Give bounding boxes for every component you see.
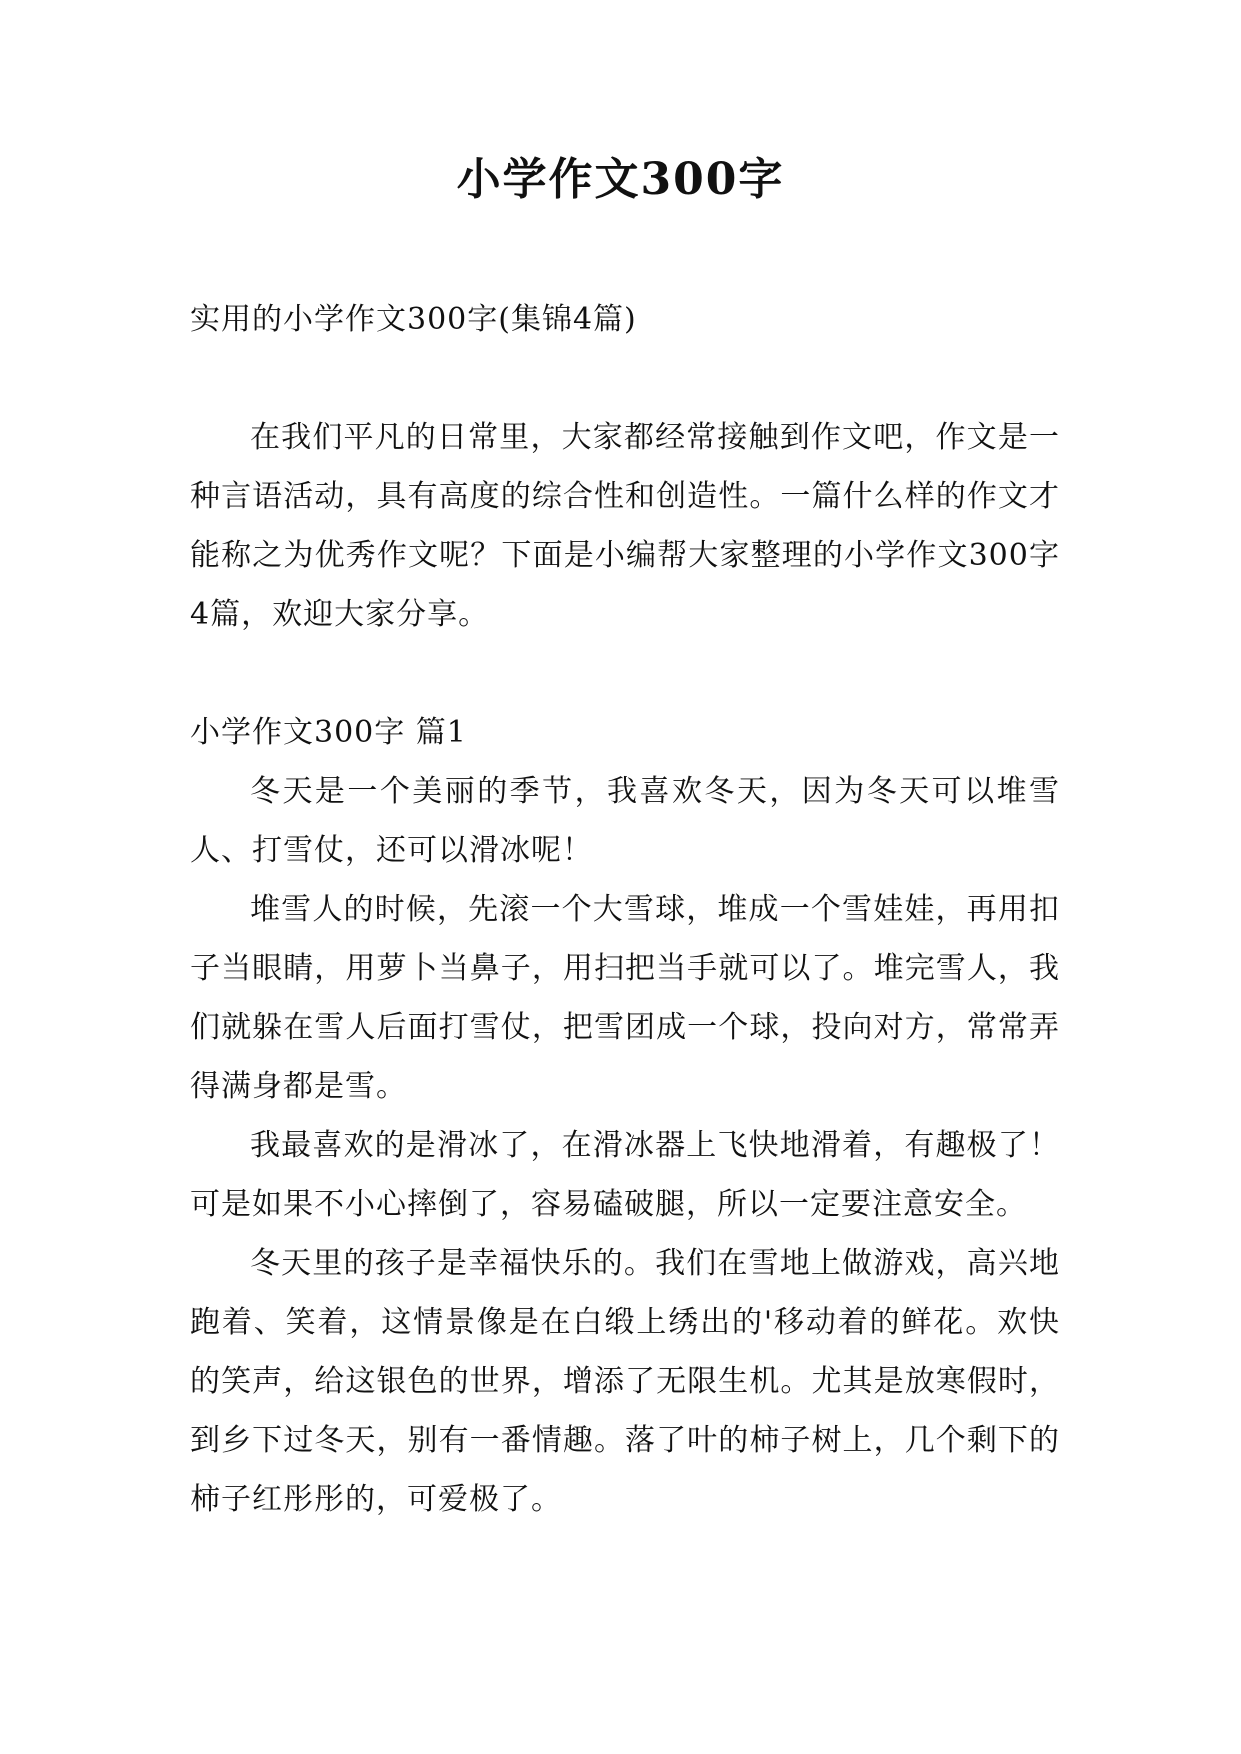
document-subtitle: 实用的小学作文300字(集锦4篇)	[190, 302, 637, 337]
section-heading: 小学作文300字 篇1	[190, 715, 467, 750]
document-title: 小学作文300字	[456, 154, 785, 205]
body-paragraph: 堆雪人的时候，先滚一个大雪球，堆成一个雪娃娃，再用扣子当眼睛，用萝卜当鼻子，用扫把当手就可以了。堆完雪人，我们就躲在雪人后面打雪仗，把雪团成一个球，投向对方，常常弄得满身都是雪。	[190, 892, 1060, 1104]
intro-paragraph: 在我们平凡的日常里，大家都经常接触到作文吧，作文是一种言语活动，具有高度的综合性和创造性。一篇什么样的作文才能称之为优秀作文呢？下面是小编帮大家整理的小学作文300字4篇，欢迎大家分享。	[190, 420, 1060, 632]
body-paragraph: 我最喜欢的是滑冰了，在滑冰器上飞快地滑着，有趣极了！可是如果不小心摔倒了，容易磕破腿，所以一定要注意安全。	[190, 1128, 1060, 1222]
body-paragraph: 冬天里的孩子是幸福快乐的。我们在雪地上做游戏，高兴地跑着、笑着，这情景像是在白缎上绣出的'移动着的鲜花。欢快的笑声，给这银色的世界，增添了无限生机。尤其是放寒假时，到乡下过冬天，别有一番情趣。落了叶的柿子树上，几个剩下的柿子红彤彤的，可爱极了。	[190, 1246, 1060, 1517]
body-paragraph: 冬天是一个美丽的季节，我喜欢冬天，因为冬天可以堆雪人、打雪仗，还可以滑冰呢！	[190, 774, 1060, 868]
document-body	[190, 290, 1060, 1529]
